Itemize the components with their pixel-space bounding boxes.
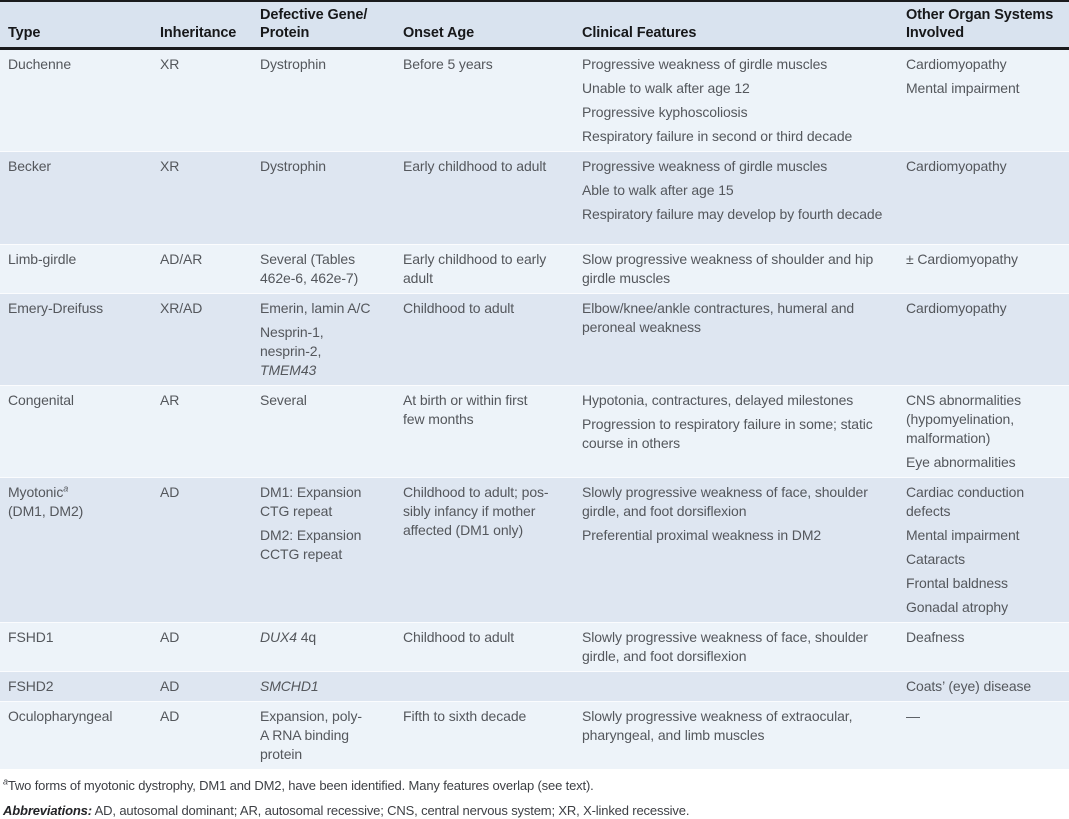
cell-onset [395,151,574,244]
clinical-text: Slowly progressive weakness of face, shoulder girdle, and foot dorsiflexion [582,629,868,664]
column-header-1: Type [0,0,152,50]
gene-text: SMCHD1 [260,678,319,694]
table-row [0,50,1069,151]
clinical-text: Elbow/knee/ankle contractures, humeral and peroneal weakness [582,300,855,335]
cell-type [0,385,152,477]
onset-text: Early childhood to early adult [403,251,547,286]
organs-text: Deafness [906,629,965,645]
organs-text: Mental impairment [906,80,1020,96]
cell-onset [395,244,574,293]
cell-organs [898,701,1069,769]
cell-type [0,477,152,622]
clinical-text: Preferential proximal weakness in DM2 [582,527,822,543]
cell-organs [898,477,1069,622]
cell-clinical [574,293,898,385]
cell-gene [252,293,395,385]
column-header-2: Inheritance [152,0,252,50]
organs-text: Cardiomyopathy [906,56,1007,72]
cell-inheritance [152,385,252,477]
cell-gene [252,244,395,293]
cell-organs [898,385,1069,477]
cell-inheritance [152,622,252,671]
inheritance-text: AD [160,708,180,724]
cell-gene [252,671,395,701]
abbreviations-label: Abbreviations: [3,803,92,818]
inheritance-text: AD [160,678,180,694]
inheritance-text: AD [160,629,180,645]
clinical-text: Progressive weakness of girdle muscles [582,56,828,72]
cell-inheritance [152,50,252,151]
clinical-text: Slowly progressive weakness of extraocular, pharyngeal, and limb muscles [582,708,853,743]
cell-type [0,244,152,293]
cell-clinical [574,477,898,622]
onset-text: Early childhood to adult [403,158,547,174]
clinical-text: Hypotonia, contractures, delayed milestones [582,392,854,408]
table-row [0,151,1069,244]
cell-onset [395,701,574,769]
cell-clinical [574,385,898,477]
cell-inheritance [152,477,252,622]
onset-text: Childhood to adult; pos- sibly infancy if mother affected (DM1 only) [403,484,549,538]
cell-gene [252,385,395,477]
clinical-text: Able to walk after age 15 [582,182,734,198]
gene-text: Several [260,392,307,408]
clinical-text: Unable to walk after age 12 [582,80,750,96]
type-text: FSHD1 [8,629,54,645]
cell-inheritance [152,151,252,244]
clinical-text: Slowly progressive weakness of face, shoulder girdle, and foot dorsiflexion [582,484,868,519]
inheritance-text: XR [160,56,180,72]
cell-inheritance [152,701,252,769]
cell-type [0,671,152,701]
clinical-text: Respiratory failure may develop by fourth decade [582,206,883,222]
onset-text: Childhood to adult [403,629,515,645]
footnote: $^a$Two forms of myotonic dystrophy, DM1 and DM2, have been identified. Many features overlap (see text). [3,776,594,793]
inheritance-text: XR [160,158,180,174]
organs-text: Cardiac conduction defects [906,484,1025,519]
gene-text: Emerin, lamin A/C [260,300,371,316]
type-text: Limb-girdle [8,251,77,267]
organs-text: Coats’ (eye) disease [906,678,1032,694]
cell-gene [252,151,395,244]
cell-gene [252,477,395,622]
column-header-4: Onset Age [395,0,574,50]
type-text: Emery-Dreifuss [8,300,104,316]
cell-clinical [574,701,898,769]
inheritance-text: AR [160,392,180,408]
onset-text: Childhood to adult [403,300,515,316]
table-row [0,671,1069,701]
gene-text: DUX4 4q [260,629,317,645]
cell-gene [252,701,395,769]
cell-clinical [574,622,898,671]
header-row [0,0,1069,50]
table-row [0,244,1069,293]
cell-organs [898,50,1069,151]
cell-onset [395,622,574,671]
gene-text: Several (Tables 462e-6, 462e-7) [260,251,359,286]
organs-text: Frontal baldness [906,575,1008,591]
organs-text: Mental impairment [906,527,1020,543]
cell-onset [395,293,574,385]
organs-text: Gonadal atrophy [906,599,1009,615]
cell-type [0,701,152,769]
organs-text: Cataracts [906,551,966,567]
table-row [0,385,1069,477]
table-header [0,0,1069,50]
type-text: Oculopharyngeal [8,708,113,724]
cell-inheritance [152,293,252,385]
organs-text: CNS abnormalities (hypomyelination, malformation) [906,392,1022,446]
table-footnotes [0,769,1069,819]
type-text: Becker [8,158,51,174]
cell-type [0,50,152,151]
cell-inheritance [152,244,252,293]
type-text: Myotonic$^a$ (DM1, DM2) [8,483,84,519]
organs-text: ± Cardiomyopathy [906,251,1018,267]
organs-text: — [906,708,920,724]
gene-text: Dystrophin [260,56,326,72]
cell-organs [898,293,1069,385]
onset-text: At birth or within first few months [403,392,528,427]
table-row [0,701,1069,769]
table-row [0,622,1069,671]
clinical-text: Progressive weakness of girdle muscles [582,158,828,174]
cell-clinical [574,151,898,244]
table-row [0,477,1069,622]
cell-type [0,293,152,385]
type-text: FSHD2 [8,678,54,694]
type-text: Congenital [8,392,74,408]
gene-text: DM2: Expansion CCTG repeat [260,527,362,562]
cell-gene [252,622,395,671]
cell-organs [898,151,1069,244]
column-header-3: Defective Gene/ Protein [252,0,395,50]
column-header-6: Other Organ Systems Involved [898,0,1069,50]
cell-inheritance [152,671,252,701]
onset-text: Before 5 years [403,56,493,72]
organs-text: Eye abnormalities [906,454,1016,470]
cell-clinical [574,50,898,151]
inheritance-text: AD/AR [160,251,203,267]
table-body [0,50,1069,769]
cell-clinical [574,671,898,701]
cell-organs [898,244,1069,293]
cell-onset [395,385,574,477]
type-text: Duchenne [8,56,72,72]
clinical-text: Slow progressive weakness of shoulder and hip girdle muscles [582,251,874,286]
gene-text: Nesprin-1, nesprin-2, TMEM43 [260,324,324,378]
clinical-text: Respiratory failure in second or third decade [582,128,853,144]
cell-onset [395,671,574,701]
clinical-text: Progressive kyphoscoliosis [582,104,748,120]
cell-onset [395,477,574,622]
cell-type [0,151,152,244]
cell-gene [252,50,395,151]
gene-text: Dystrophin [260,158,326,174]
inheritance-text: AD [160,484,180,500]
inheritance-text: XR/AD [160,300,203,316]
gene-text: DM1: Expansion CTG repeat [260,484,362,519]
gene-text: Expansion, poly- A RNA binding protein [260,708,362,762]
cell-type [0,622,152,671]
onset-text: Fifth to sixth decade [403,708,527,724]
table-row [0,293,1069,385]
clinical-text: Progression to respiratory failure in some; static course in others [582,416,873,451]
cell-organs [898,671,1069,701]
abbreviations: Abbreviations: AD, autosomal dominant; AR, autosomal recessive; CNS, central nervous system; XR, X-linked recessive. [3,803,690,818]
cell-onset [395,50,574,151]
organs-text: Cardiomyopathy [906,300,1007,316]
organs-text: Cardiomyopathy [906,158,1007,174]
cell-clinical [574,244,898,293]
column-header-5: Clinical Features [574,0,898,50]
cell-organs [898,622,1069,671]
